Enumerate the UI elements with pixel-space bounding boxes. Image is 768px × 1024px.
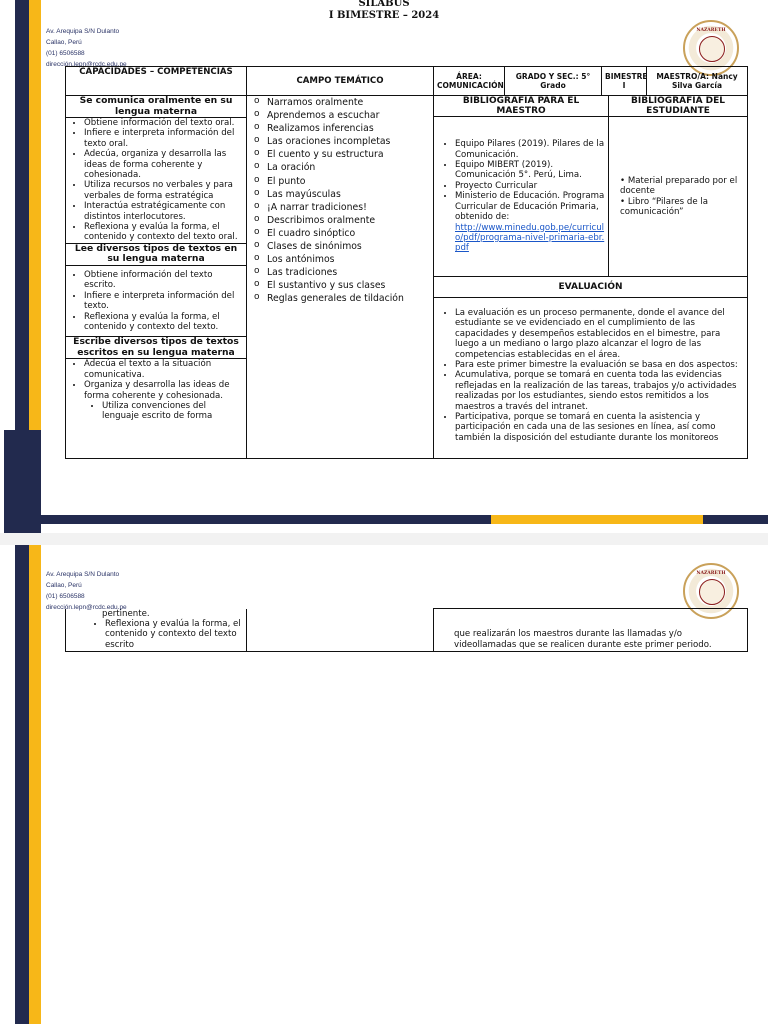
bib-maestro-title: BIBLIOGRAFIA PARA EL MAESTRO [434,96,609,117]
campo-tematico-item: o Las oraciones incompletas [254,135,430,148]
evaluacion-list [437,308,744,443]
list-item: • La evaluación es un proceso permanente, donde el avance del estudiante se ve evidenciado en el cumplimiento de las capacidades y desempeños establecidos en el bimestre, para luego a un mediano o largo plazo alcanzar el logro de las competencias establecidas en el área. [455,308,744,360]
header-campo-tematico: CAMPO TEMÁTICO [247,67,434,96]
header-bimestre: BIMESTRE I [602,67,647,96]
campo-tematico-item: o El cuadro sinóptico [254,227,430,240]
competencia-title: Lee diversos tipos de textos en su lengua materna [66,243,246,266]
email-line: dirección.lepn@rcdc.edu.pe [46,61,127,68]
bib-maestro-cell [434,117,609,277]
campo-tematico-item: o Los antónimos [254,253,430,266]
list-item: • Participativa, porque se tomará en cuenta la asistencia y participación en cada una de las sesiones en línea, así como también la disposición del estudiante durante los monitoreos [455,412,744,443]
address-line: Av. Arequipa S/N Dulanto [46,571,120,578]
list-item: • Obtiene información del texto escrito. [84,270,243,291]
side-stripe-navy [15,617,29,1024]
competencias-cell-continued [66,609,247,652]
document-subtitle: I BIMESTRE – 2024 [328,10,440,21]
header-grado: GRADO Y SEC.: 5° Grado [505,67,602,96]
evaluacion-cell [434,298,747,444]
bib-estudiante-list [612,176,744,218]
address-line: Callao, Perú [46,582,82,589]
list-item: • Infiere e interpreta información del texto oral. [84,128,243,149]
list-item: • Organiza y desarrolla las ideas de forma coherente y cohesionada. [84,380,243,401]
document-page-2 [0,545,768,1024]
competencia-title: Escribe diversos tipos de textos escritos en su lengua materna [66,336,246,359]
campo-tematico-item: o Narramos oralmente [254,96,430,109]
syllabus-table-continued [65,608,748,652]
campo-tematico-cell [247,96,434,459]
header-area: ÁREA: COMUNICACIÓN [434,67,505,96]
list-item: • Obtiene información del texto oral. [84,118,243,128]
list-item: • Equipo MIBERT (2019). Comunicación 5°. Perú, Lima. [455,160,605,181]
campo-tematico-item: o Aprendemos a escuchar [254,109,430,122]
campo-tematico-cell-continued [247,609,434,652]
list-item: • Ministerio de Educación. Programa Curricular de Educación Primaria, obtenido de: http://www.minedu.gob.pe/curriculo/pdf/programa-nivel-primaria-ebr.pdf [455,191,605,253]
campo-tematico-item: o ¡A narrar tradiciones! [254,201,430,214]
campo-tematico-item: o El cuento y su estructura [254,148,430,161]
bib-estudiante-cell [609,117,747,277]
bottom-bar-navy [41,515,491,524]
list-item: • Utiliza recursos no verbales y para verbales de forma estratégica [84,180,243,201]
syllabus-table [65,66,748,459]
campo-tematico-item: o Clases de sinónimos [254,240,430,253]
side-stripe-navy [15,0,29,430]
bib-estudiante-title: BIBLIOGRAFIA DEL ESTUDIANTE [609,96,747,117]
competencia-list [66,270,246,332]
competencias-cell [66,96,247,459]
campo-tematico-list [250,96,430,306]
phone-line: (01) 6506588 [46,593,85,600]
list-item: • Equipo Pilares (2019). Pilares de la Comunicación. [455,139,605,160]
campo-tematico-item: o Reglas generales de tildación [254,292,430,305]
list-item: • Infiere e interpreta información del texto. [84,291,243,312]
address-block [46,26,127,70]
list-item: • Material preparado por el docente [620,175,738,197]
competencia-list [66,359,246,401]
competencia-title: Se comunica oralmente en su lengua materna [66,96,246,118]
email-line: dirección.lepn@rcdc.edu.pe [46,604,127,611]
campo-tematico-item: o Las tradiciones [254,266,430,279]
header-maestro: MAESTRO/A: Nancy Silva García [647,67,748,96]
campo-tematico-item: o Realizamos inferencias [254,122,430,135]
list-item: • Para este primer bimestre la evaluación se basa en dos aspectos: [455,360,744,370]
bibliography-evaluation-cell [434,96,748,459]
list-item: • Acumulativa, porque se tomará en cuenta toda las evidencias reflejadas en la realización de las tareas, trabajos y/o actividades realizadas por los estudiantes, siendo estos remitidos a los maestros a través del intranet. [455,370,744,412]
school-seal-logo: NAZARETH [683,563,739,619]
campo-tematico-item: o El punto [254,175,430,188]
competencia-list [66,118,246,243]
list-item: • Libro “Pilares de la comunicación” [620,196,709,217]
list-item: • Adecúa el texto a la situación comunicativa. [84,359,243,380]
list-item: • Adecúa, organiza y desarrolla las ideas de forma coherente y cohesionada. [84,149,243,180]
address-line: Av. Arequipa S/N Dulanto [46,28,120,35]
document-title: SILABUS [358,0,410,9]
list-subitem: • Utiliza convenciones del lenguaje escrito de forma [102,401,243,422]
minedu-link[interactable]: http://www.minedu.gob.pe/curriculo/pdf/programa-nivel-primaria-ebr.pdf [455,222,605,254]
school-seal-logo: NAZARETH [683,20,739,76]
side-stripe-gold [29,0,41,430]
side-stripe-gold [29,545,41,1024]
list-item: • Proyecto Curricular [455,181,605,191]
evaluacion-continued: que realizarán los maestros durante las llamadas y/o videollamadas que se realicen durante este primer periodo. [434,609,748,652]
side-block-navy [4,430,41,533]
list-subitem-continuation: pertinente. [102,608,150,619]
campo-tematico-item: o Describimos oralmente [254,214,430,227]
header-capacidades: CAPACIDADES – COMPETENCIAS [66,67,247,96]
list-item: • Reflexiona y evalúa la forma, el contenido y contexto del texto. [84,312,243,333]
campo-tematico-item: o El sustantivo y sus clases [254,279,430,292]
list-item: • Interactúa estratégicamente con distintos interlocutores. [84,201,243,222]
address-block [46,569,127,613]
bottom-bar-navy-right [703,515,768,524]
list-item: • Reflexiona y evalúa la forma, el contenido y contexto del texto oral. [84,222,243,243]
address-line: Callao, Perú [46,39,82,46]
bib-maestro-list [437,139,605,253]
evaluacion-title: EVALUACIÓN [434,277,747,298]
side-stripe-navy [15,545,29,617]
campo-tematico-item: o Las mayúsculas [254,188,430,201]
campo-tematico-item: o La oración [254,161,430,174]
phone-line: (01) 6506588 [46,50,85,57]
list-subitem: • Reflexiona y evalúa la forma, el contenido y contexto del texto escrito [105,619,243,650]
bibliography-table [434,96,747,443]
